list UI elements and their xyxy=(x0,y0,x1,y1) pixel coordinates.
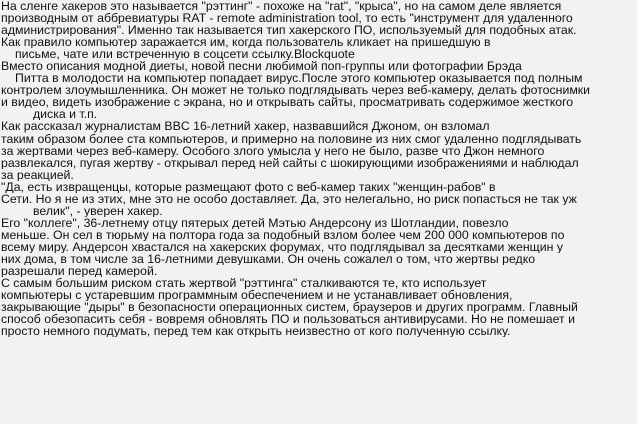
text-line: разрешали перед камерой. xyxy=(1,265,158,278)
text-line: велик", - уверен хакер. xyxy=(33,204,163,217)
text-line: Сети. Но я не из этих, мне это не особо доставляет. Да, это нелегально, но риск попасться не так уж xyxy=(1,192,577,205)
text-line: за реакцией. xyxy=(1,168,74,181)
text-line: С самым большим риском стать жертвой "рэттинга" сталкиваются те, кто использует xyxy=(1,277,487,290)
text-line: производным от аббревиатуры RAT - remote administration tool, то есть "инструмент для удаленного xyxy=(1,12,573,25)
text-line: меньше. Он сел в тюрьму на полтора года за подобный взлом более чем 200 000 компьютеров по xyxy=(1,228,565,241)
text-line: На сленге хакеров это называется "рэттинг" - похоже на "rat", "крыса", но на самом деле является xyxy=(1,0,562,13)
text-line: просто немного подумать, перед тем как открыть неизвестно от кого полученную ссылку. xyxy=(1,325,511,338)
text-line: контролем злоумышленника. Он может не только подглядывать через веб-камеру, делать фотоснимки xyxy=(1,84,591,97)
text-line: всему миру. Андерсон хвастался на хакерских форумах, что подглядывал за десятками женщин у xyxy=(1,240,563,253)
text-line: них дома, в том числе за 16-летними девушками. Он очень сожалел о том, что жертвы редко xyxy=(1,252,536,266)
text-line: компьютеры с устаревшим программным обеспечением и не устанавливает обновления, xyxy=(1,289,513,302)
text-line: администрирования". Именно так называется тип хакерского ПО, используемый для подобных атак. xyxy=(1,24,577,37)
text-line: Вместо описания модной диеты, новой песни любимой поп-группы или фотографии Брэда xyxy=(1,60,522,73)
text-line: закрывающие "дыры" в безопасности операционных систем, браузеров и других программ. Главный xyxy=(1,301,578,314)
text-line: развлекался, пугая жертву - открывал перед ней сайты с шокирующими изображениями и наблюдал xyxy=(1,156,579,169)
text-line: Питта в молодости на компьютер попадает вирус.После этого компьютер оказывается под полным xyxy=(15,72,583,85)
text-line: Как рассказал журналистам BBC 16-летний хакер, назвавшийся Джоном, он взломал xyxy=(1,120,490,133)
text-line: и видео, видеть изображение с экрана, но и открывать сайты, просматривать содержимое жесткого xyxy=(1,96,574,109)
text-line: таким образом более ста компьютеров, и примерно на половине из них смог удаленно подглядывать xyxy=(1,132,582,145)
text-line: письме, чате или встреченную в соцсети ссылку.Blockquote xyxy=(15,48,355,61)
text-line: Как правило компьютер заражается им, когда пользователь кликает на пришедшую в xyxy=(1,36,491,49)
text-line: способ обезопасить себя - вовремя обновлять ПО и пользоваться антивирусами. Но не помешает и xyxy=(1,313,575,326)
text-line: "Да, есть извращенцы, которые размещают фото с веб-камер таких "женщин-рабов" в xyxy=(1,180,496,193)
text-line: Его "коллеге", 36-летнему отцу пятерых детей Мэтью Андерсону из Шотландии, повезло xyxy=(1,216,509,229)
text-line: диска и т.п. xyxy=(33,108,98,121)
text-line: за жертвами через веб-камеру. Особого злого умысла у него не было, разве что Джон немного xyxy=(1,144,545,157)
